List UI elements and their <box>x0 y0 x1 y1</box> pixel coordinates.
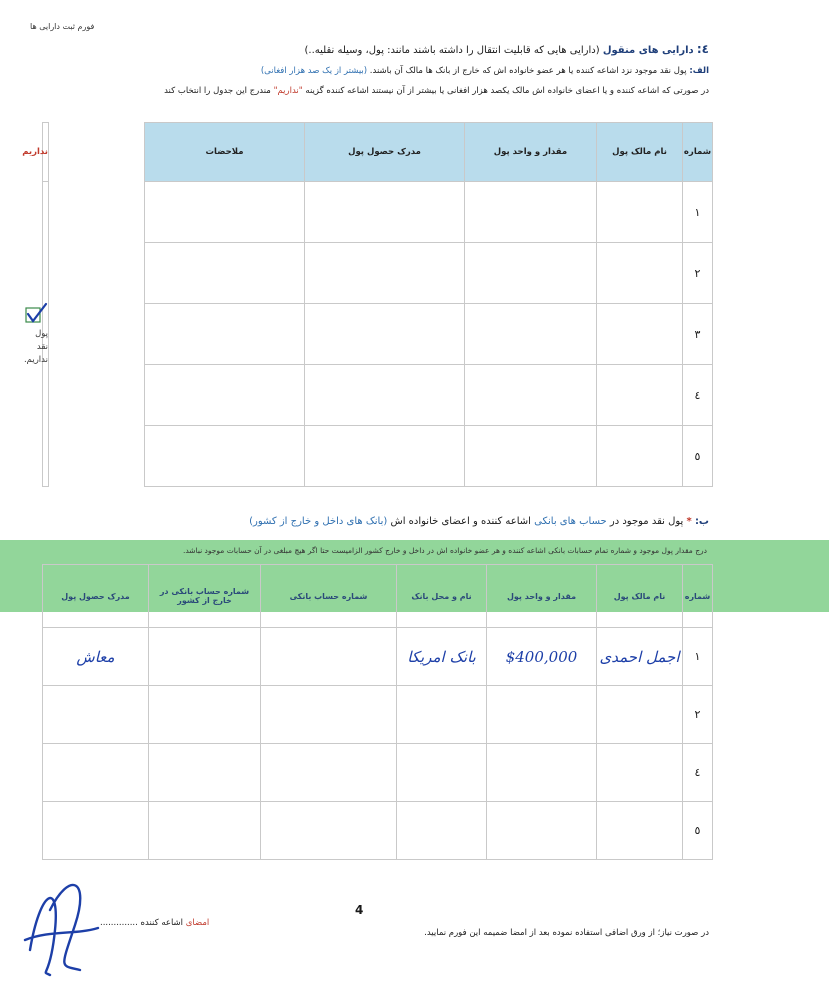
part-a-instruction <box>164 86 709 96</box>
table-row <box>43 243 713 304</box>
part-b-text-post: اشاعه کننده و اعضای خانواده اش <box>390 516 531 527</box>
row-number: ٥ <box>683 426 713 487</box>
section-subtitle: (دارایی هایی که قابلیت انتقال را داشته باشند مانند: پول، وسیله نقلیه..) <box>304 45 600 56</box>
owner-cell[interactable] <box>597 304 683 365</box>
spacer <box>49 365 145 426</box>
remarks-cell[interactable] <box>145 365 305 426</box>
part-a-highlight: (بیشتر از یک صد هزار افغانی) <box>260 66 368 76</box>
col-none: نداریم <box>43 123 49 182</box>
bank-table-header <box>43 565 713 628</box>
part-b-note: درج مقدار پول موجود و شماره تمام حسابات بانکی اشاعه کننده و هر عضو خانواده اش در داخل و خارج کشور الزامیست حتا اگر هیچ مبلغی در آن حسابات موجود نباشد. <box>182 546 707 555</box>
cash-table-header <box>43 123 713 182</box>
source-cell[interactable]: معاش <box>43 628 149 686</box>
section-title: دارایی های منقول <box>602 45 694 56</box>
amount-cell[interactable] <box>487 744 597 802</box>
footer-note: در صورت نیاز؛ از ورق اضافی استفاده نموده بعد از امضا ضمیمه این فورم نمایید. <box>424 928 709 938</box>
owner-cell[interactable] <box>597 744 683 802</box>
bank-cell[interactable] <box>397 744 487 802</box>
cash-table <box>22 122 713 487</box>
spacer <box>49 304 145 365</box>
row-number: ٤ <box>683 365 713 426</box>
spacer <box>49 123 145 182</box>
col-source: مدرک حصول پول <box>305 123 465 182</box>
table-row <box>43 802 713 860</box>
table-row <box>43 426 713 487</box>
amount-cell[interactable] <box>465 426 597 487</box>
row-number: ١ <box>683 628 713 686</box>
signature-icon <box>20 870 100 980</box>
part-b-text-paren: (بانک های داخل و خارج از کشور) <box>249 516 388 527</box>
row-number: ٣ <box>683 304 713 365</box>
spacer <box>49 426 145 487</box>
foreign-account-cell[interactable] <box>149 628 261 686</box>
instruction-post: مندرج این جدول را انتخاب کند <box>164 86 271 96</box>
part-a-text: پول نقد موجود نزد اشاعه کننده یا هر عضو خانواده اش که خارج از بانک ها مالک آن باشند. <box>369 66 687 76</box>
col-foreign-account: شماره حساب بانکی در خارج از کشور <box>149 565 261 628</box>
owner-cell[interactable] <box>597 686 683 744</box>
bank-cell[interactable]: بانک امریکا <box>397 628 487 686</box>
foreign-account-cell[interactable] <box>149 686 261 744</box>
source-cell[interactable] <box>43 802 149 860</box>
instruction-option: "نداریم" <box>273 86 303 96</box>
account-cell[interactable] <box>261 686 397 744</box>
col-number: شماره <box>683 565 713 628</box>
signature-dots: .............. <box>100 918 138 928</box>
page-number: 4 <box>355 903 364 917</box>
part-b-heading <box>249 516 709 527</box>
spacer <box>49 243 145 304</box>
signature-label-red: امضای <box>185 918 210 928</box>
account-cell[interactable] <box>261 628 397 686</box>
amount-cell[interactable] <box>465 304 597 365</box>
foreign-account-cell[interactable] <box>149 802 261 860</box>
part-b-text-blue: حساب های بانکی <box>534 516 607 527</box>
col-source: مدرک حصول پول <box>43 565 149 628</box>
form-title: فورم ثبت دارایی ها <box>30 22 95 31</box>
row-number: ٢ <box>683 243 713 304</box>
col-amount: مقدار و واحد پول <box>487 565 597 628</box>
col-bank: نام و محل بانک <box>397 565 487 628</box>
part-a-description <box>261 66 709 76</box>
foreign-account-cell[interactable] <box>149 744 261 802</box>
part-b-text-pre: پول نقد موجود در <box>609 516 684 527</box>
table-row <box>43 304 713 365</box>
spacer <box>49 182 145 243</box>
remarks-cell[interactable] <box>145 182 305 243</box>
part-a-label: الف: <box>689 66 709 76</box>
remarks-cell[interactable] <box>145 243 305 304</box>
amount-cell[interactable] <box>465 243 597 304</box>
row-number: ٢ <box>683 686 713 744</box>
amount-cell[interactable] <box>465 365 597 426</box>
owner-cell[interactable] <box>597 182 683 243</box>
table-row <box>43 686 713 744</box>
amount-cell[interactable] <box>465 182 597 243</box>
owner-cell[interactable] <box>597 243 683 304</box>
source-cell[interactable] <box>305 182 465 243</box>
part-b-marker: * <box>686 516 692 527</box>
col-amount: مقدار و واحد پول <box>465 123 597 182</box>
account-cell[interactable] <box>261 744 397 802</box>
signature-label <box>100 918 209 928</box>
owner-cell[interactable] <box>597 426 683 487</box>
remarks-cell[interactable] <box>145 304 305 365</box>
col-account: شماره حساب بانکی <box>261 565 397 628</box>
table-row <box>43 182 713 243</box>
amount-cell[interactable] <box>487 802 597 860</box>
remarks-cell[interactable] <box>145 426 305 487</box>
none-text-2: نداریم. <box>23 354 48 365</box>
source-cell[interactable] <box>305 365 465 426</box>
table-row <box>43 744 713 802</box>
owner-cell[interactable] <box>597 802 683 860</box>
bank-cell[interactable] <box>397 686 487 744</box>
source-cell[interactable] <box>305 426 465 487</box>
amount-cell[interactable] <box>487 686 597 744</box>
col-remarks: ملاحضات <box>145 123 305 182</box>
row-number: ٥ <box>683 802 713 860</box>
source-cell[interactable] <box>305 243 465 304</box>
bank-table <box>42 564 713 860</box>
owner-cell[interactable]: اجمل احمدی <box>597 628 683 686</box>
bank-cell[interactable] <box>397 802 487 860</box>
owner-cell[interactable] <box>597 365 683 426</box>
col-number: شماره <box>683 123 713 182</box>
signature-label-text: اشاعه کننده <box>140 918 184 928</box>
col-owner: نام مالک پول <box>597 123 683 182</box>
row-number: ١ <box>683 182 713 243</box>
checkmark-icon <box>24 302 48 324</box>
instruction-pre: در صورتی که اشاعه کننده و یا اعضای خانواده اش مالک یکصد هزار افغانی یا بیشتر از آن نیستند اشاعه کننده گزینه <box>305 86 709 96</box>
table-row <box>43 365 713 426</box>
source-cell[interactable] <box>43 686 149 744</box>
none-text-1: پول نقد <box>35 328 48 352</box>
section-heading <box>305 42 710 56</box>
row-number: ٤ <box>683 744 713 802</box>
source-cell[interactable] <box>43 744 149 802</box>
table-row <box>43 628 713 686</box>
amount-cell[interactable]: $400,000 <box>487 628 597 686</box>
account-cell[interactable] <box>261 802 397 860</box>
source-cell[interactable] <box>305 304 465 365</box>
part-b-label: ب: <box>694 516 709 527</box>
col-owner: نام مالک پول <box>597 565 683 628</box>
section-number: ٤: <box>696 42 709 56</box>
